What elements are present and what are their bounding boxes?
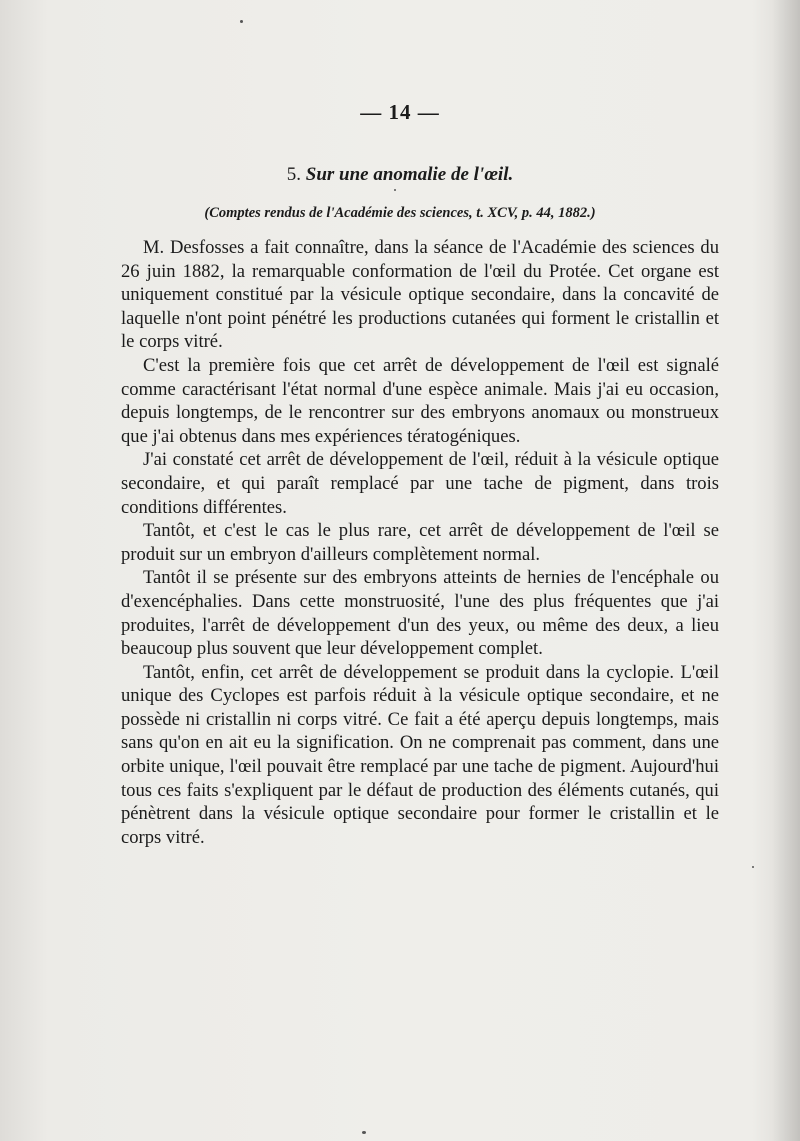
paper-speck	[362, 1131, 366, 1134]
section-number: 5.	[286, 164, 302, 185]
body-text	[121, 236, 719, 849]
paragraph: M. Desfosses a fait connaître, dans la séance de l'Académie des sciences du 26 juin 1882, la remarquable conformation de l'œil du Protée. Cet organe est uniquement constitué par la vésicule optique secondaire, dans la concavité de laquelle n'ont point pénétré les productions cutanées qui forment le cristallin et le corps vitré.	[121, 237, 719, 353]
paper-speck	[240, 20, 243, 23]
paragraph: C'est la première fois que cet arrêt de développement de l'œil est signalé comme caractérisant l'état normal d'une espèce animale. Mais j'ai eu occasion, depuis longtemps, de le rencontrer sur des embryons anomaux ou monstrueux que j'ai obtenus dans mes expériences tératogéniques.	[121, 354, 719, 447]
page-number: — 14 —	[360, 100, 440, 124]
paragraph: Tantôt, enfin, cet arrêt de développement se produit dans la cyclopie. L'œil unique des Cyclopes est parfois réduit à la vésicule optique secondaire, et ne possède ni cristallin ni corps vitré. Ce fait a été aperçu depuis longtemps, mais sans qu'on en ait eu la signification. On ne comprenait pas comment, dans une orbite unique, l'œil pouvait être remplacé par une tache de pigment. Aujourd'hui tous ces faits s'expliquent par le défaut de production des éléments cutanés, qui pénètrent dans la vésicule optique secondaire pour former le cristallin et le corps vitré.	[121, 661, 719, 848]
paragraph: Tantôt il se présente sur des embryons atteints de hernies de l'encéphale ou d'exencéphalies. Dans cette monstruosité, l'une des plus fréquentes que j'ai produites, l'arrêt de développement d'un des yeux, ou même des deux, a lieu beaucoup plus souvent que leur développement complet.	[121, 567, 719, 660]
paper-speck	[394, 189, 396, 191]
paragraph: Tantôt, et c'est le cas le plus rare, cet arrêt de développement de l'œil se produit sur un embryon d'ailleurs complètement normal.	[121, 520, 719, 565]
section-title	[0, 164, 800, 186]
paper-speck	[752, 866, 754, 868]
paragraph: J'ai constaté cet arrêt de développement de l'œil, réduit à la vésicule optique secondaire, et qui paraît remplacé par une tache de pigment, dans trois conditions différentes.	[121, 449, 719, 518]
section-title-text: Sur une anomalie de l'œil.	[305, 164, 514, 185]
citation: (Comptes rendus de l'Académie des sciences, t. XCV, p. 44, 1882.)	[204, 205, 596, 221]
